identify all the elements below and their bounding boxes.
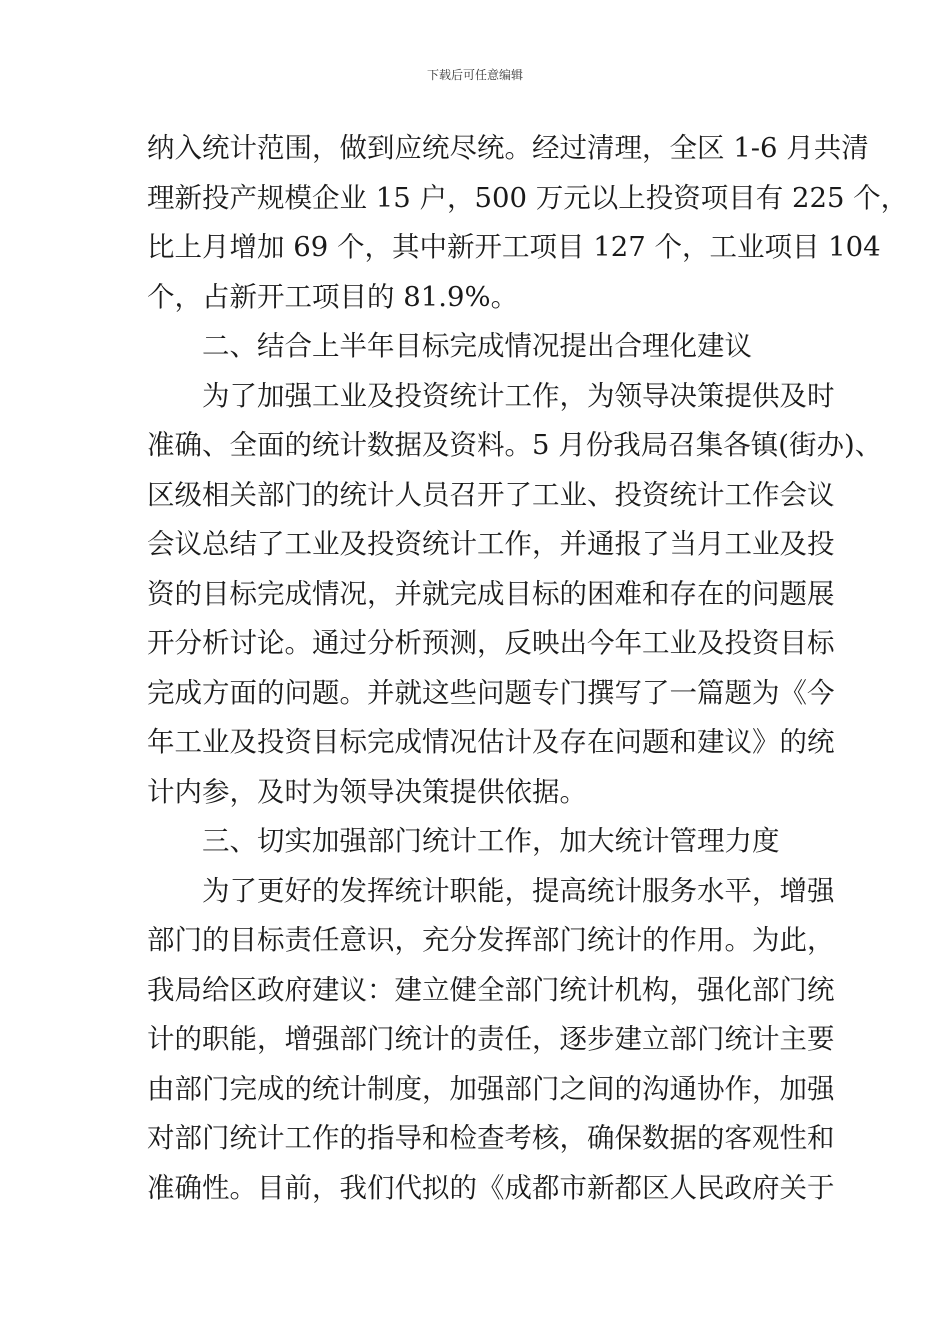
- text-line: 完成方面的问题。并就这些问题专门撰写了一篇题为《今: [147, 676, 835, 709]
- text-line: 计内参，及时为领导决策提供依据。: [147, 775, 587, 808]
- text-line: 为了更好的发挥统计职能，提高统计服务水平，增强: [202, 874, 835, 907]
- text-line: 会议总结了工业及投资统计工作，并通报了当月工业及投: [147, 528, 835, 560]
- page-header: 下载后可任意编辑: [426, 68, 523, 82]
- text-line: 比上月增加 69 个，其中新开工项目 127 个，工业项目 104: [147, 231, 881, 263]
- text-line: 我局给区政府建议：建立健全部门统计机构，强化部门统: [147, 973, 835, 1006]
- text-line: 部门的目标责任意识，充分发挥部门统计的作用。为此，: [147, 924, 835, 956]
- text-line: 纳入统计范围，做到应统尽统。经过清理，全区 1-6 月共清: [147, 132, 869, 164]
- text-line: 个，占新开工项目的 81.9%。: [147, 280, 519, 313]
- text-line: 开分析讨论。通过分析预测，反映出今年工业及投资目标: [147, 627, 835, 659]
- text-line: 理新投产规模企业 15 户，500 万元以上投资项目有 225 个，: [147, 181, 909, 214]
- text-line: 年工业及投资目标完成情况估计及存在问题和建议》的统: [147, 726, 835, 758]
- text-line: 准确、全面的统计数据及资料。5 月份我局召集各镇(街办)、: [147, 429, 883, 461]
- text-line: 准确性。目前，我们代拟的《成都市新都区人民政府关于: [147, 1171, 835, 1204]
- text-line: 为了加强工业及投资统计工作，为领导决策提供及时: [202, 379, 835, 412]
- text-line: 由部门完成的统计制度，加强部门之间的沟通协作，加强: [147, 1072, 835, 1105]
- section-heading: 二、结合上半年目标完成情况提出合理化建议: [202, 330, 752, 362]
- text-line: 计的职能，增强部门统计的责任，逐步建立部门统计主要: [147, 1023, 835, 1055]
- text-line: 对部门统计工作的指导和检查考核，确保数据的客观性和: [147, 1122, 835, 1154]
- document-body: [147, 124, 909, 1213]
- section-heading: 三、切实加强部门统计工作，加大统计管理力度: [202, 825, 780, 857]
- text-line: 资的目标完成情况，并就完成目标的困难和存在的问题展: [147, 577, 835, 610]
- text-line: 区级相关部门的统计人员召开了工业、投资统计工作会议: [147, 478, 835, 511]
